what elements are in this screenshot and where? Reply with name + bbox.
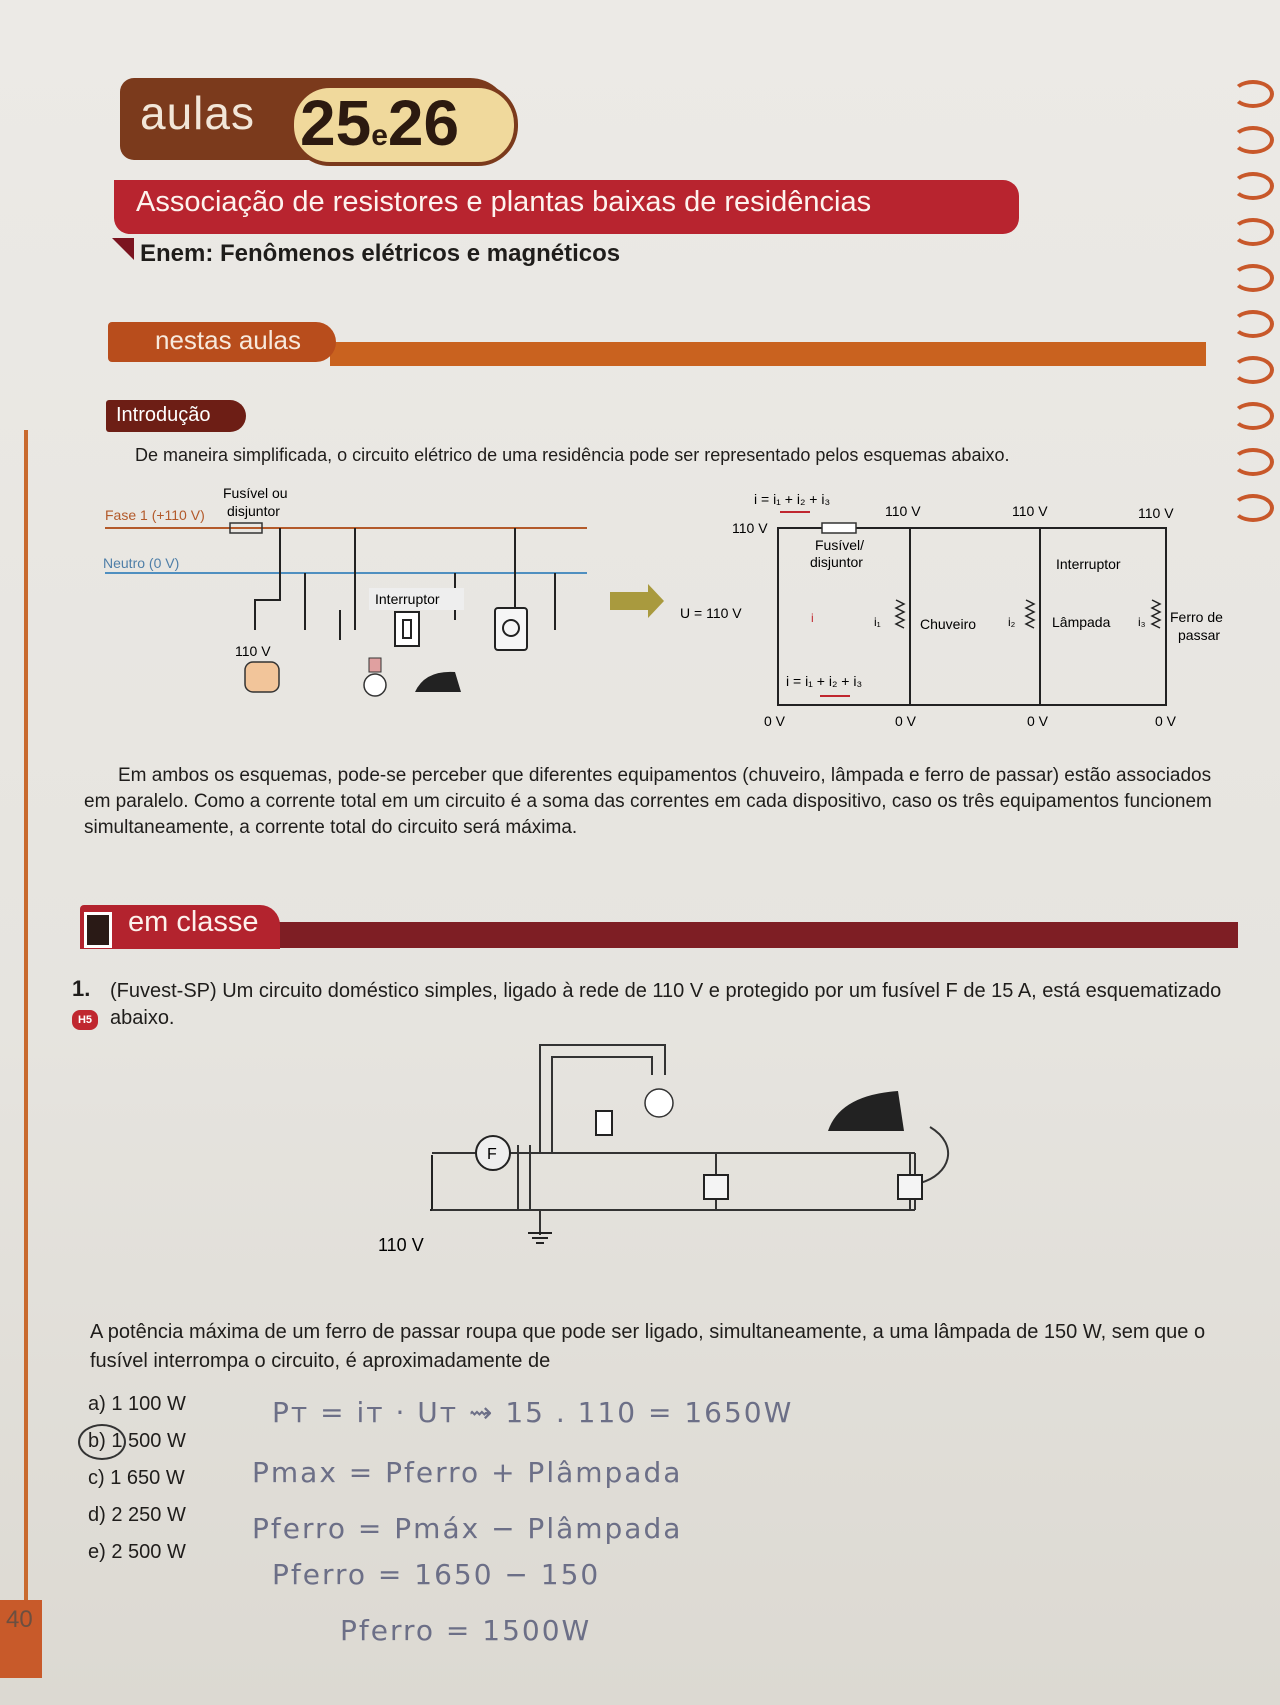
parallel-circuit-schematic [670,480,1240,740]
house-wiring-diagram [95,480,615,720]
enem-marker-icon [112,238,134,260]
fusivel-r-label-2: disjuntor [810,554,863,570]
fuse-f-label: F [487,1146,497,1163]
handwriting-line-1: Pт = iт · Uт ⇝ 15 . 110 = 1650W [272,1396,794,1429]
notebook-icon [84,912,112,948]
fusivel-label: Fusível ou [223,485,288,501]
handwriting-line-2: Pmax = Pferro + Plâmpada [252,1456,683,1489]
v110-b-label: 110 V [1012,503,1048,519]
handwriting-line-5: Pferro = 1500W [340,1614,592,1647]
lesson-numbers: 25e26 [300,87,460,159]
i-label: i [811,611,814,625]
v110-c-label: 110 V [1138,505,1174,521]
arrow-head-icon [648,584,664,618]
lampada-label: Lâmpada [1052,614,1111,630]
circuit-voltage-label: 110 V [378,1235,424,1255]
em-classe-strip [270,922,1238,948]
option-b[interactable]: b) 1 500 W [88,1430,186,1452]
i2-label: i₂ [1008,615,1016,629]
explanation-paragraph: Em ambos os esquemas, pode-se perceber que diferentes equipamentos (chuveiro, lâmpada e ferro de passar) estão associados em paralelo. Como a corrente total em um circuito é a soma das correntes em cada dispositivo, caso os três equipamentos funcionem simultaneamente, a corrente total do circuito será máxima. [84,765,1212,838]
page-number: 40 [6,1606,33,1633]
current-top-label: i = i₁ + i₂ + i₃ [754,491,831,507]
spiral-binding [1232,80,1272,500]
i1-label: i₁ [874,615,881,629]
ov4-label: 0 V [1155,713,1177,729]
interruptor-r-label: Interruptor [1056,556,1121,572]
v110-label: 110 V [235,643,271,659]
em-classe-label: em classe [128,906,259,938]
h5-badge: H5 [72,1010,98,1030]
aulas-word: aulas [140,87,255,139]
intro-label: Introdução [116,404,211,426]
disjuntor-label: disjuntor [227,503,280,519]
ov1-label: 0 V [764,713,786,729]
ferro-label-2: passar [1178,627,1221,643]
v110-a-label: 110 V [885,503,921,519]
neutro-label: Neutro (0 V) [103,555,180,571]
chuveiro-label: Chuveiro [920,616,977,632]
question-number: 1. [72,976,91,1001]
v110-left-label: 110 V [732,520,768,536]
intro-text: De maneira simplificada, o circuito elétrico de uma residência pode ser representado pelos esquemas abaixo. [135,445,1010,465]
voltage-label: U = 110 V [680,605,742,621]
page-title: Associação de resistores e plantas baixas de residências [136,186,872,218]
option-d[interactable]: d) 2 250 W [88,1504,186,1526]
ov3-label: 0 V [1027,713,1049,729]
household-circuit-figure [370,1035,950,1305]
margin-line [24,430,28,1610]
question-text: (Fuvest-SP) Um circuito doméstico simples, ligado à rede de 110 V e protegido por um fusível F de 15 A, está esquematizado abaixo. [110,980,1222,1029]
fase-label: Fase 1 (+110 V) [105,507,205,523]
interruptor-label: Interruptor [375,591,440,607]
ferro-label-1: Ferro de [1170,609,1223,625]
handwriting-line-3: Pferro = Pmáx − Plâmpada [252,1512,683,1545]
ov2-label: 0 V [895,713,917,729]
current-bottom-label: i = i₁ + i₂ + i₃ [786,673,863,689]
nestas-label: nestas aulas [155,325,301,355]
option-e[interactable]: e) 2 500 W [88,1541,186,1563]
option-a[interactable]: a) 1 100 W [88,1393,186,1415]
nestas-strip [330,342,1206,366]
fusivel-r-label-1: Fusível/ [815,537,865,553]
handwriting-line-4: Pferro = 1650 − 150 [272,1558,601,1591]
i3-label: i₃ [1138,615,1146,629]
question-prompt: A potência máxima de um ferro de passar roupa que pode ser ligado, simultaneamente, a uma lâmpada de 150 W, sem que o fusível interrompa o circuito, é aproximadamente de [90,1321,1206,1372]
enem-subtitle: Enem: Fenômenos elétricos e magnéticos [140,240,621,267]
option-c[interactable]: c) 1 650 W [88,1467,185,1489]
